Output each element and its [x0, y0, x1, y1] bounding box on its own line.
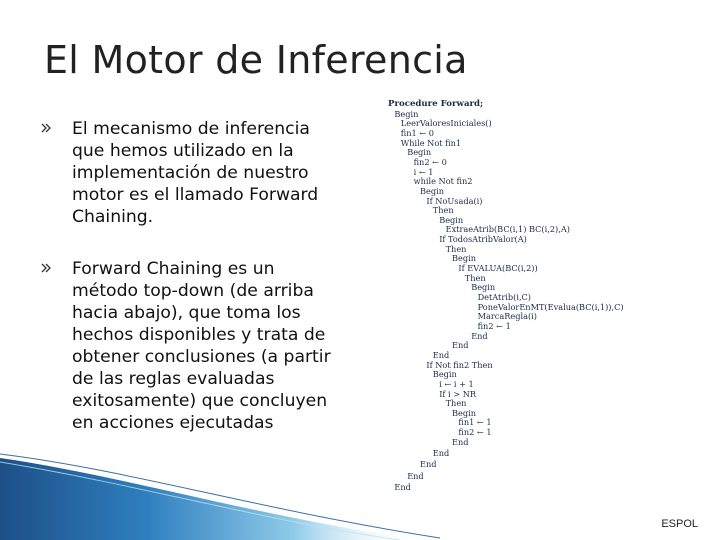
code-line: Then: [445, 243, 467, 254]
code-line: If EVALUA(BC(i,2)): [458, 263, 538, 274]
code-line: Then: [445, 398, 467, 409]
code-line: fin2 ← 1: [477, 320, 511, 331]
code-line: i ← 1: [413, 166, 434, 177]
code-line: If TodosAtribValor(A): [439, 234, 527, 245]
code-line: Begin: [452, 253, 476, 264]
code-line: ExtraeAtrib(BC(i,1) BC(i,2),A): [445, 224, 570, 235]
code-line: fin2 ← 1: [458, 427, 492, 438]
code-line: End: [432, 349, 450, 360]
code-line: Procedure Forward;: [388, 99, 484, 109]
code-line: while Not fin2: [413, 176, 473, 187]
code-line: If i > NR: [439, 388, 477, 399]
arrow-bullet-icon: [40, 262, 52, 274]
code-line: Begin: [420, 185, 444, 196]
code-line: Begin: [452, 407, 476, 418]
code-line: Begin: [471, 282, 496, 293]
code-line: End: [407, 470, 424, 481]
code-line: End: [452, 340, 469, 351]
code-line: DetAtrib(i,C): [477, 292, 532, 302]
code-line: Begin: [407, 147, 432, 158]
code-line: fin1 ← 1: [458, 417, 492, 428]
code-line: Begin: [439, 214, 464, 225]
footer-label: ESPOL: [661, 518, 698, 530]
code-line: End: [471, 330, 488, 341]
code-line: End: [420, 459, 437, 470]
code-line: LeerValoresIniciales(): [400, 118, 492, 129]
arrow-bullet-icon: [40, 122, 52, 134]
code-line: fin2 ← 0: [413, 156, 447, 167]
code-line: PoneValorEnMT(Evalua(BC(i,1)),C): [477, 301, 624, 312]
bullet-item: [40, 258, 340, 434]
code-line: fin1 ← 0: [400, 127, 435, 138]
code-line: Begin: [432, 369, 457, 380]
code-line: MarcaRegla(i): [477, 311, 537, 322]
code-line: Then: [464, 272, 486, 283]
code-line: While Not fin1: [400, 137, 462, 148]
slide-title: El Motor de Inferencia: [44, 38, 468, 82]
bullet-text: El mecanismo de inferencia que hemos utilizado en la implementación de nuestro motor es el llamado Forward Chaining.: [72, 119, 319, 227]
bullet-list: [40, 118, 340, 464]
code-line: End: [432, 448, 450, 458]
code-line: Then: [432, 205, 454, 216]
code-line: i ← i + 1: [439, 378, 474, 389]
code-line: If Not fin2 Then: [426, 359, 493, 370]
decorative-swoosh: [0, 440, 720, 540]
code-line: Begin: [394, 108, 419, 119]
bullet-text: Forward Chaining es un método top-down (de arriba hacia abajo), que toma los hechos disponibles y trata de obtener conclusiones (a partir de las reglas evaluadas exitosamente) que concluyen en acciones ejecutadas: [72, 259, 331, 433]
code-line: End: [394, 481, 411, 492]
code-line: If NoUsada(i): [426, 195, 483, 206]
bullet-item: [40, 118, 340, 228]
code-line: End: [452, 436, 469, 447]
